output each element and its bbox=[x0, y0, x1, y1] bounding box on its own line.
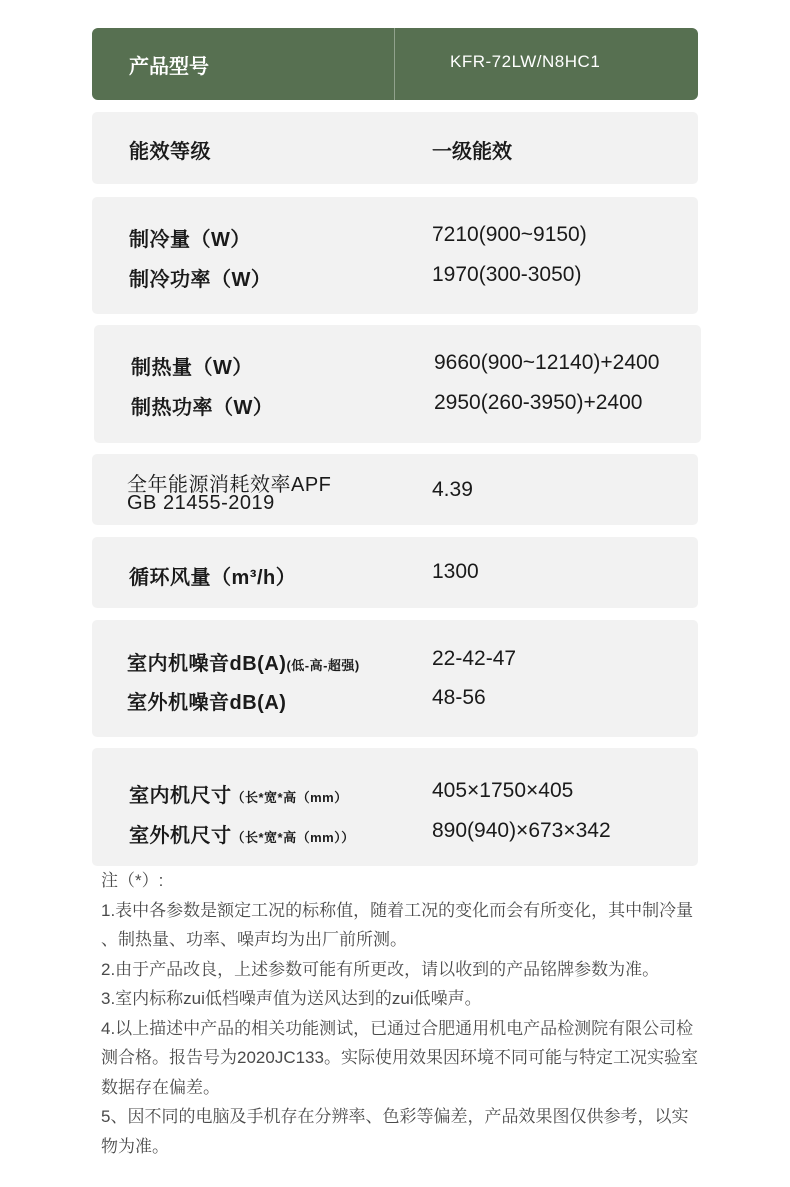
note-line: 1.表中各参数是额定工况的标称值，随着工况的变化而会有所变化，其中制冷量 bbox=[101, 900, 694, 920]
spec-label bbox=[127, 647, 360, 676]
spec-value: 890(940)×673×342 bbox=[432, 819, 611, 842]
spec-value: 48-56 bbox=[432, 686, 486, 709]
spec-value: 1970(300-3050) bbox=[432, 263, 582, 286]
spec-value: 4.39 bbox=[432, 478, 473, 501]
note-line: 2.由于产品改良，上述参数可能有所更改，请以收到的产品铭牌参数为准。 bbox=[101, 959, 660, 979]
indoor-size-note: （长*宽*高（mm） bbox=[231, 790, 348, 805]
indoor-size-label: 室内机尺寸 bbox=[129, 785, 232, 807]
spec-value: 9660(900~12140)+2400 bbox=[434, 351, 660, 374]
note-line: 物为准。 bbox=[101, 1136, 169, 1156]
spec-label: 制热功率（W） bbox=[131, 397, 274, 419]
indoor-noise-label: 室内机噪音dB(A) bbox=[127, 653, 287, 675]
spec-value: 405×1750×405 bbox=[432, 779, 574, 802]
spec-row-airflow bbox=[92, 537, 698, 608]
header-divider bbox=[394, 28, 395, 100]
note-line: 注（*）: bbox=[101, 871, 164, 890]
note-line: 测合格。报告号为2020JC133。实际使用效果因环境不同可能与特定工况实验室 bbox=[101, 1048, 698, 1067]
spec-label: 循环风量（m³/h） bbox=[129, 567, 297, 589]
spec-label: 制冷功率（W） bbox=[129, 269, 272, 291]
note-line: 3.室内标称zui低档噪声值为送风达到的zui低噪声。 bbox=[101, 989, 482, 1008]
spec-label: 能效等级 bbox=[129, 141, 211, 163]
spec-row-dimensions bbox=[92, 748, 698, 866]
note-line: 4.以上描述中产品的相关功能测试，已通过合肥通用机电产品检测院有限公司检 bbox=[101, 1018, 694, 1038]
outdoor-size-label: 室外机尺寸 bbox=[129, 825, 232, 847]
model-label: 产品型号 bbox=[129, 56, 209, 78]
spec-label: 制热量（W） bbox=[131, 357, 253, 379]
spec-value: 7210(900~9150) bbox=[432, 223, 587, 246]
spec-value: 1300 bbox=[432, 560, 479, 583]
spec-row-noise bbox=[92, 620, 698, 737]
note-line: 、制热量、功率、噪声均为出厂前所测。 bbox=[101, 930, 407, 949]
model-value: KFR-72LW/N8HC1 bbox=[450, 52, 601, 71]
spec-row-apf bbox=[92, 454, 698, 525]
spec-label: 制冷量（W） bbox=[129, 229, 251, 251]
spec-label: 室外机噪音dB(A) bbox=[127, 692, 287, 714]
note-line: 数据存在偏差。 bbox=[101, 1077, 220, 1097]
spec-header-row bbox=[92, 28, 698, 100]
outdoor-size-note: （长*宽*高（mm）） bbox=[231, 830, 355, 845]
spec-label bbox=[129, 779, 348, 808]
spec-label bbox=[129, 819, 355, 848]
spec-value: 一级能效 bbox=[432, 141, 512, 163]
note-line: 5、因不同的电脑及手机存在分辨率、色彩等偏差，产品效果图仅供参考，以实 bbox=[101, 1107, 689, 1126]
spec-value: 22-42-47 bbox=[432, 647, 517, 670]
spec-row-heating bbox=[94, 325, 701, 443]
indoor-noise-note: (低-高-超强) bbox=[286, 658, 360, 673]
spec-row-cooling bbox=[92, 197, 698, 314]
spec-label-standard: GB 21455-2019 bbox=[127, 492, 275, 514]
notes-block bbox=[101, 866, 721, 1161]
spec-label: 全年能源消耗效率APF bbox=[127, 474, 332, 496]
spec-value: 2950(260-3950)+2400 bbox=[434, 391, 643, 414]
spec-row-energy-rating bbox=[92, 112, 698, 184]
